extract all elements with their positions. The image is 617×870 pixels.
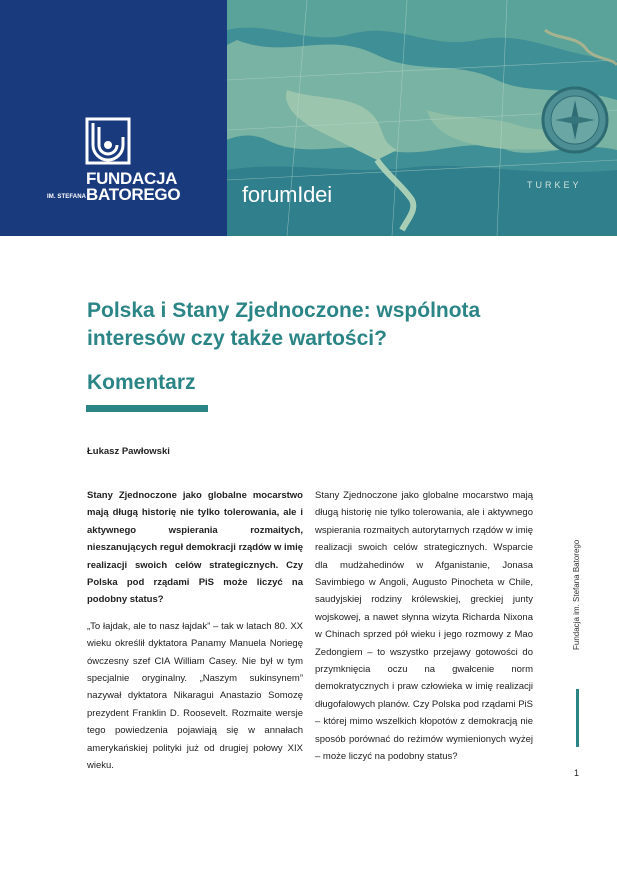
article-title: Polska i Stany Zjednoczone: wspólnota interesów czy także wartości? — [87, 299, 481, 350]
title-underline — [86, 405, 208, 412]
logo-panel — [0, 0, 227, 236]
logo-text-batorego: BATOREGO — [86, 185, 181, 204]
page-number: 1 — [574, 768, 580, 778]
series-name: forumIdei — [242, 182, 332, 207]
sidebar-foundation-label: Fundacja im. Stefana Batorego — [572, 540, 581, 651]
author-name: Łukasz Pawłowski — [87, 446, 170, 457]
logo-text-im-stefana: IM. STEFANA — [47, 194, 87, 200]
page-header — [0, 0, 617, 236]
sidebar-accent-rule — [576, 689, 579, 747]
lead-paragraph: Stany Zjednoczone jako globalne mocarstwo mają długą historię nie tylko tolerowania, ale i aktywnego wspierania rozmaitych, nieszanujących reguł demokracji rządów w imię realizacji swoich celów strategicznych. Czy Polska pod rządami PiS może liczyć na podobny status? — [87, 490, 303, 606]
foundation-logo-icon — [85, 117, 131, 165]
article-subtitle: Komentarz — [87, 371, 196, 394]
map-label-turkey: TURKEY — [527, 180, 582, 190]
body-paragraph: „To łajdak, ale to nasz łajdak” – tak w latach 80. XX wieku określił dyktatora Panamy Manuela Noriegę ówczesny szef CIA William Casey. Nie był w tym specjalnie oryginalny. „Naszym sukinsynem” nazywał dyktatora Nikaragui Anastazio Somozę prezydent Franklin D. Roosevelt. Rozmaite wersje tego powiedzenia pojawiają się w annałach amerykańskiej polityki już od drugiej połowy XIX wieku. — [87, 620, 303, 772]
left-column — [87, 487, 303, 775]
logo-text-fundacja: FUNDACJA — [86, 169, 178, 188]
right-column — [315, 487, 533, 766]
body-paragraph: Stany Zjednoczone jako globalne mocarstwo mają długą historię nie tylko tolerowania, ale i aktywnego wspierania rozmaitych autorytarnych rządów w imię realizacji swoich celów strategicznych. Wsparcie dla mudżahedinów w Afganistanie, Jonasa Savimbiego w Angoli, Augusto Pinocheta w Chile, saudyjskiej rodziny królewskiej, greckiej junty wojskowej, a nawet słynna wizyta Richarda Nixona w Chinach sprzed pół wieku i jego rozmowy z Mao Zedongiem – to wszystko przejawy gotowości do przymknięcia oczu na gwałcenie norm demokratycznych i praw człowieka w imię realizacji długofalowych planów. Czy Polska pod rządami PiS – której mimo wszelkich kłopotów z demokracją nie sposób porównać do reżimów wymienionych wyżej – może liczyć na podobny status? — [315, 490, 533, 763]
